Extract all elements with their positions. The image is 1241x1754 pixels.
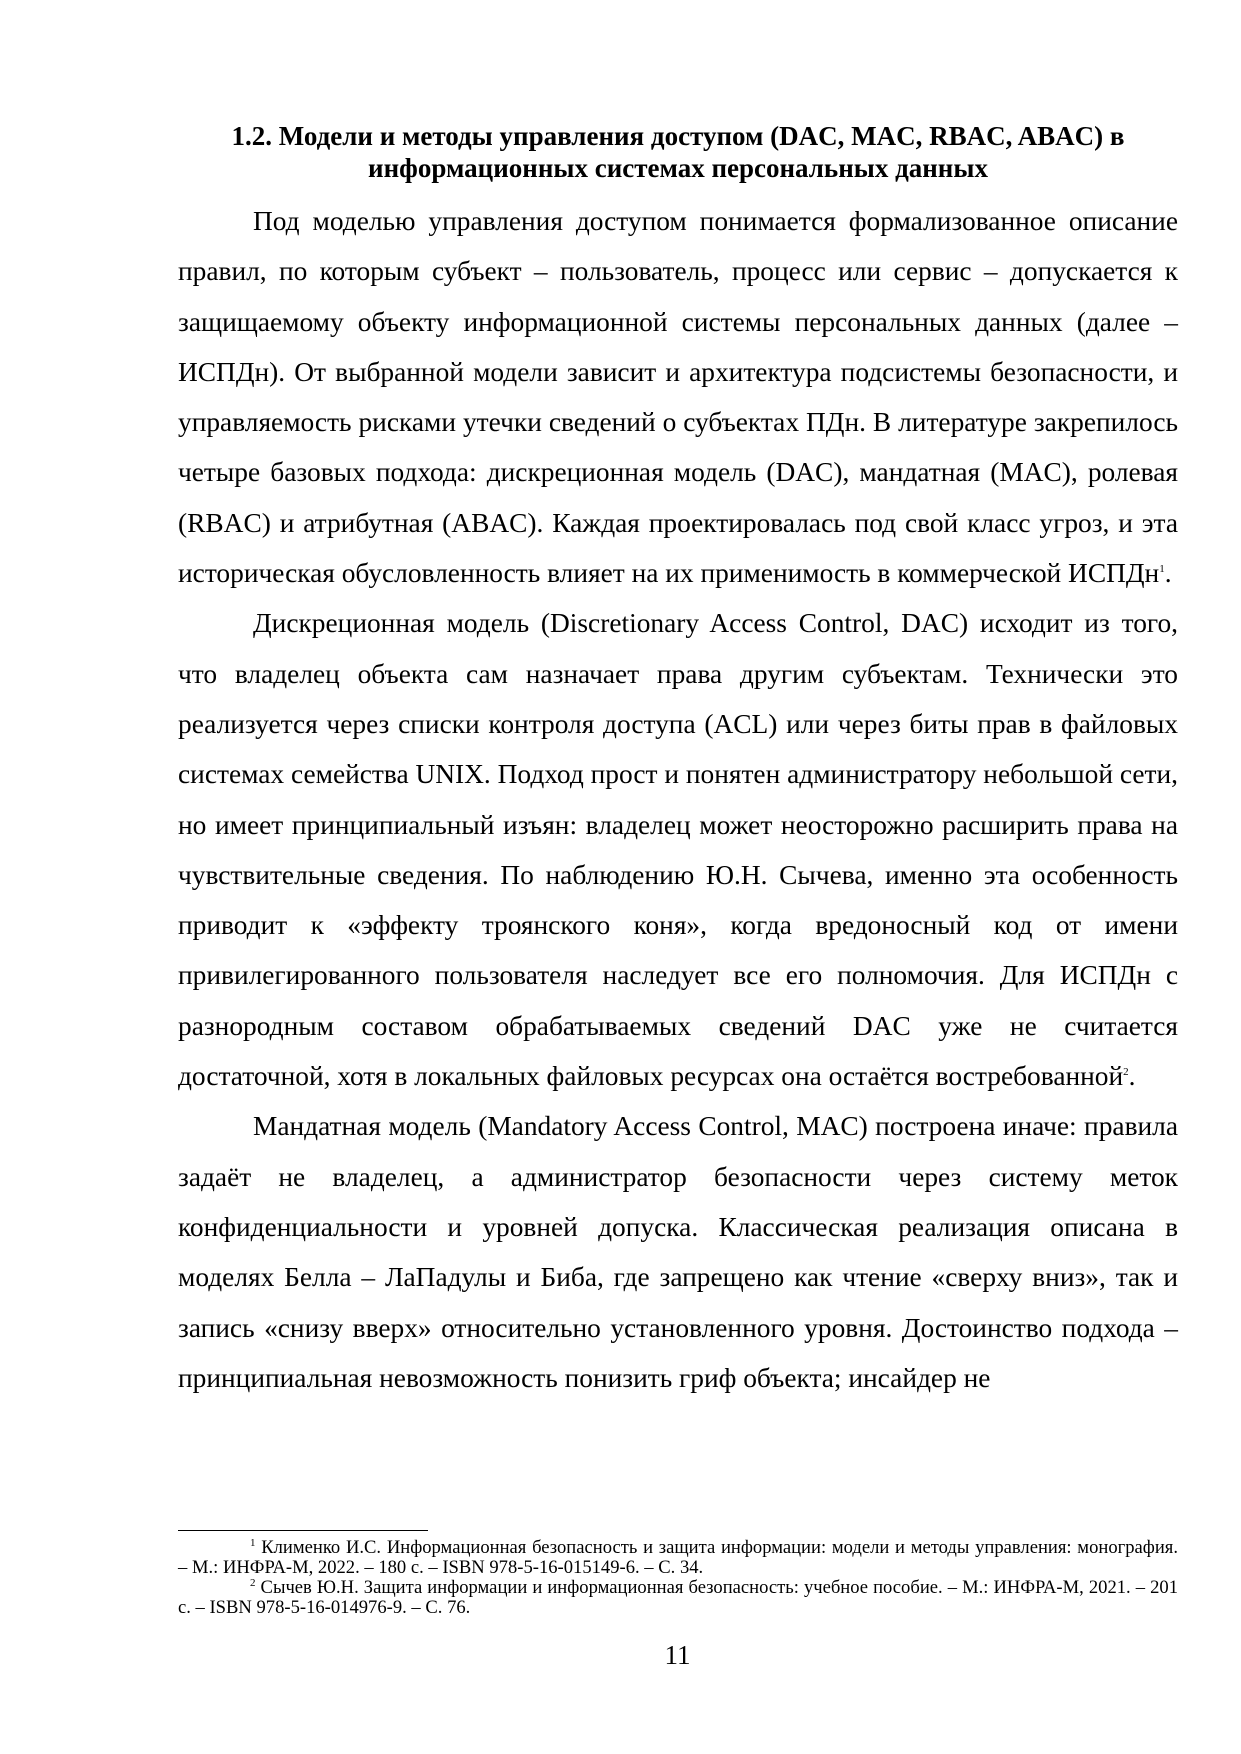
paragraph-3 <box>178 1101 1178 1403</box>
section-heading-line-2: информационных системах персональных данных <box>368 153 988 183</box>
body-text <box>178 196 1178 1403</box>
page-number: 11 <box>664 1640 691 1670</box>
footnote-2 <box>178 1578 1178 1618</box>
footnote-separator <box>178 1530 428 1531</box>
footnote-2-mark: 2 <box>250 1576 256 1589</box>
paragraph-3-text: Мандатная модель (Mandatory Access Control, MAC) построена иначе: правила задаёт не владелец, а администратор безопасности через систему меток конфиденциальности и уровней допуска. Классическая реализация описана в моделях Белла – ЛаПадулы и Биба, где запрещено как чтение «сверху вниз», так и запись «снизу вверх» относительно установленного уровня. Достоинство подхода – принципиальная невозможность понизить гриф объекта; инсайдер не <box>178 1111 1178 1393</box>
paragraph-1 <box>178 196 1178 598</box>
paragraph-2 <box>178 598 1178 1101</box>
footnote-ref-1: 1 <box>1159 562 1165 575</box>
footnotes <box>178 1538 1178 1618</box>
paragraph-1-text: Под моделью управления доступом понимается формализованное описание правил, по которым субъект – пользователь, процесс или сервис – допускается к защищаемому объекту информационной системы персональных данных (далее – ИСПДн). От выбранной модели зависит и архитектура подсистемы безопасности, и управляемость рисками утечки сведений о субъектах ПДн. В литературе закрепилось четыре базовых подхода: дискреционная модель (DAC), мандатная (MAC), ролевая (RBAC) и атрибутная (ABAC). Каждая проектировалась под свой класс угроз, и эта историческая обусловленность влияет на их применимость в коммерческой ИСПДн <box>178 206 1178 589</box>
footnote-1 <box>178 1538 1178 1578</box>
section-heading-line-1: 1.2. Модели и методы управления доступом (DAC, MAC, RBAC, ABAC) в <box>231 121 1125 151</box>
footnote-1-text: Клименко И.С. Информационная безопасность и защита информации: модели и методы управления: монография. – М.: ИНФРА-М, 2022. – 180 с. – ISBN 978-5-16-015149-6. – С. 34. <box>178 1537 1178 1578</box>
paragraph-1-end: . <box>1164 558 1172 589</box>
footnote-ref-2: 2 <box>1123 1065 1129 1078</box>
footnote-2-text: Сычев Ю.Н. Защита информации и информационная безопасность: учебное пособие. – М.: ИНФРА-М, 2021. – 201 с. – ISBN 978-5-16-014976-9. – С. 76. <box>178 1577 1178 1618</box>
paragraph-2-text: Дискреционная модель (Discretionary Access Control, DAC) исходит из того, что владелец объекта сам назначает права другим субъектам. Технически это реализуется через списки контроля доступа (ACL) или через биты прав в файловых системах семейства UNIX. Подход прост и понятен администратору небольшой сети, но имеет принципиальный изъян: владелец может неосторожно расширить права на чувствительные сведения. По наблюдению Ю.Н. Сычева, именно эта особенность приводит к «эффекту троянского коня», когда вредоносный код от имени привилегированного пользователя наследует все его полномочия. Для ИСПДн с разнородным составом обрабатываемых сведений DAC уже не считается достаточной, хотя в локальных файловых ресурсах она остаётся востребованной <box>178 608 1178 1092</box>
section-heading <box>178 120 1178 184</box>
footnote-1-mark: 1 <box>250 1536 256 1549</box>
paragraph-2-end: . <box>1128 1061 1136 1092</box>
